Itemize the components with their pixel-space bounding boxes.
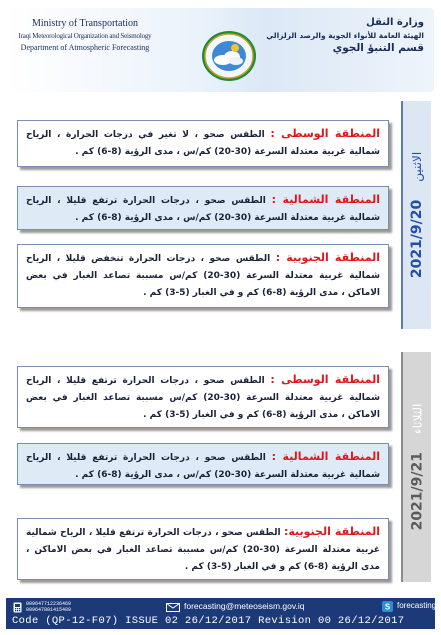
forecast-day1-north xyxy=(17,186,389,230)
mail-icon xyxy=(166,603,180,612)
header-english-block xyxy=(15,18,155,54)
skype-handle[interactable]: forecasting xyxy=(397,601,437,610)
organization-logo xyxy=(201,30,257,82)
forecast-day2-south xyxy=(17,518,389,580)
phone-number-1[interactable]: 009647712236469 xyxy=(26,601,72,607)
organization-name-en: Iraqi Meteorological Organization and Seismology xyxy=(18,32,152,40)
page-header xyxy=(7,8,434,92)
forecast-day2-central xyxy=(17,366,389,428)
date-day2: 2021/9/21 xyxy=(409,452,425,531)
forecast-text: الطقس صحو ، درجات الحرارة ترتفع قليلا ، الرياح شمالية غربية معتدلة السرعة (30-20) كم/س ، مدى الرؤية (8-6) كم . xyxy=(26,196,380,223)
page-footer xyxy=(6,598,435,629)
forecast-text: الطقس صحو ، درجات الحرارة ترتفع قليلا ، الرياح شمالية غربية معتدلة السرعة (30-20) كم/س مسببة تصاعد الغبار في بعض الاماكن ، مدى الرؤية (8-6) كم و في الغبار (5-3) كم . xyxy=(26,528,380,572)
forecast-day1-south xyxy=(17,244,389,308)
date-bar-day2 xyxy=(401,352,431,582)
email-link[interactable]: forecasting@meteoseism.gov.iq xyxy=(184,601,305,611)
region-label: المنطقة الوسطى : xyxy=(270,373,381,386)
region-label: المنطقة الوسطى : xyxy=(270,127,380,140)
region-label: المنطقة الشمالية : xyxy=(271,450,380,463)
ministry-name-ar: وزارة النقل xyxy=(366,17,424,28)
department-name-en: Department of Atmospheric Forecasting xyxy=(20,43,150,52)
phone-number-2[interactable]: 009647801415489 xyxy=(26,607,72,613)
document-code-line: Code (QP-12-F07) ISSUE 02 26/12/2017 Revision 00 26/12/2017 xyxy=(12,615,405,627)
weekday-day2: الثلاثاء xyxy=(410,403,424,434)
date-bar-day1 xyxy=(401,101,431,329)
svg-text:S: S xyxy=(384,602,391,612)
region-label: المنطقة الجنوبية : xyxy=(275,251,380,264)
forecast-day1-central xyxy=(17,120,389,167)
forecast-text: الطقس صحو ، درجات الحرارة تنخفض قليلا ، الرياح شمالية غربية معتدلة السرعة (30-20) كم/س مسببة تصاعد الغبار في بعض الاماكن ، مدى الرؤية (8-6) كم و في الغبار (5-3) كم . xyxy=(26,254,381,298)
skype-icon xyxy=(382,601,393,612)
header-arabic-block xyxy=(266,16,424,55)
forecast-day2-north xyxy=(17,443,389,485)
phone-icon xyxy=(13,602,22,613)
ministry-name-en: Ministry of Transportation xyxy=(31,18,139,29)
forecast-text: الطقس صحو ، درجات الحرارة ترتفع قليلا ، الرياح شمالية غربية معتدلة السرعة (30-20) كم/س ، مدى الرؤية (8-6) كم . xyxy=(26,453,380,480)
forecast-text: الطقس صحو ، لا تغير في درجات الحرارة ، الرياح شمالية غربية معتدلة السرعة (30-20) كم/س ، مدى الرؤية (8-6) كم . xyxy=(26,130,380,157)
forecast-text: الطقس صحو ، درجات الحرارة ترتفع قليلا ، الرياح شمالية غربية معتدلة السرعة (30-20) كم/س مسببة تصاعد الغبار في بعض الاماكن ، مدى الرؤية (8-6) كم و في الغبار (5-3) كم . xyxy=(26,376,381,420)
weekday-day1: الاثنين xyxy=(410,151,425,182)
phone-numbers xyxy=(26,601,71,613)
region-label: المنطقة الجنوبية: xyxy=(283,525,380,538)
organization-name-ar: الهيئة العامة للأنواء الجوية والرصد الزلزالي xyxy=(266,31,424,40)
department-name-ar: قسم التنبؤ الجوي xyxy=(332,42,424,54)
region-label: المنطقة الشمالية : xyxy=(271,193,380,206)
date-day1: 2021/9/20 xyxy=(409,199,426,279)
